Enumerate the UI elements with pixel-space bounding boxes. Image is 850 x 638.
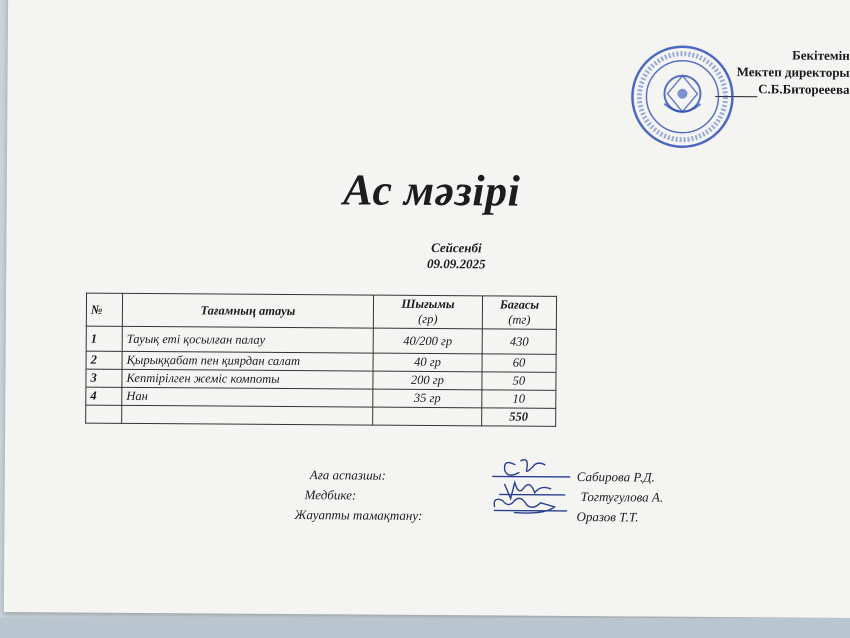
table-row: 4 Нан 35 гр 10 (86, 387, 556, 408)
staff-role-chef: Аға аспазшы: (309, 467, 386, 483)
header-yield: Шығымы (гр) (373, 295, 482, 329)
director-name: С.Б.Биторееева (758, 81, 850, 97)
menu-title: Ас мәзірі (343, 165, 521, 216)
staff-name-chef: Сабирова Р.Д. (576, 469, 655, 485)
table-total-row (86, 405, 556, 426)
table-header-row (86, 293, 556, 329)
staff-role-responsible: Жауапты тамақтану: (294, 507, 423, 523)
header-dish-name: Тағамның атауы (122, 293, 373, 328)
background-surface (0, 618, 850, 638)
menu-date-block (6, 237, 850, 275)
staff-name-responsible: Оразов Т.Т. (576, 509, 639, 525)
table-row: 3 Кептірілген жеміс компоты 200 гр 50 (86, 369, 556, 390)
total-price: 550 (482, 408, 556, 427)
staff-role-nurse: Медбике: (304, 487, 357, 503)
weekday: Сейсенбі (431, 239, 482, 256)
approval-line-2: Мектеп директоры (736, 64, 850, 80)
menu-sheet (4, 0, 850, 618)
approval-line-1: Бекітемін (792, 47, 850, 63)
menu-date: 09.09.2025 (426, 255, 486, 272)
table-row: 1 Тауық еті қосылған палау 40/200 гр 430 (86, 326, 556, 354)
header-price: Бағасы (тг) (482, 296, 556, 330)
header-num: № (86, 293, 122, 326)
handwritten-signatures (474, 452, 585, 533)
table-row: 2 Қырыққабат пен қиярдан салат 40 гр 60 (86, 351, 556, 372)
menu-table (85, 293, 557, 427)
staff-name-nurse: Тогтугулова А. (580, 489, 664, 505)
school-seal-stamp (627, 41, 738, 152)
